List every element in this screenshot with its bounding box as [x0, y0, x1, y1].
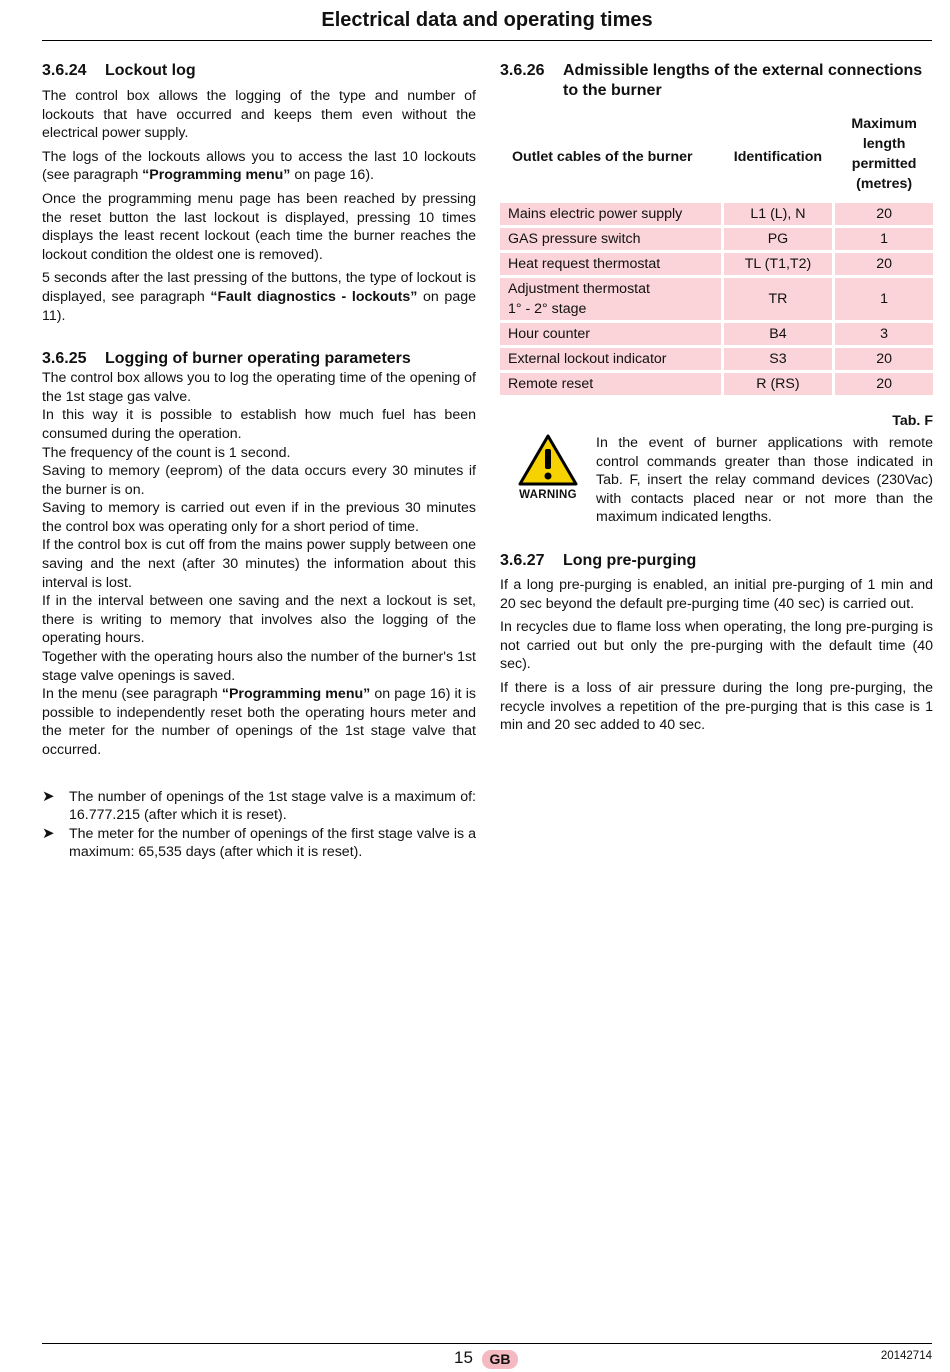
table-row	[500, 348, 933, 370]
section-3625-heading	[42, 349, 476, 369]
arrow-bullet-icon: ➤	[42, 787, 55, 805]
cross-reference: “Programming menu”	[142, 167, 291, 184]
table-cell: Hour counter	[500, 323, 721, 345]
table-row	[500, 278, 933, 320]
warning-symbol	[500, 434, 596, 527]
table-cell: Adjustment thermostat 1° - 2° stage	[500, 278, 721, 320]
section-3624-heading	[42, 61, 476, 81]
table-cell: S3	[724, 348, 833, 370]
logging-line-9	[42, 685, 476, 759]
table-cell: 20	[835, 253, 933, 275]
warning-triangle-icon	[518, 434, 578, 486]
table-cell: 20	[835, 373, 933, 395]
column-header: Maximum length permitted (metres)	[851, 116, 917, 192]
lockout-log-paragraph-1: The control box allows the logging of the type and number of lockouts that have occurred and keeps them even without the electrical power supply.	[42, 88, 476, 142]
connection-lengths-table	[497, 111, 936, 398]
table-cell: Remote reset	[500, 373, 721, 395]
section-number: 3.6.26	[500, 62, 545, 79]
table-cell: TR	[724, 278, 833, 320]
section-title: Logging of burner operating parameters	[105, 350, 411, 368]
section-number: 3.6.24	[42, 62, 87, 79]
logging-line-3: The frequency of the count is 1 second.	[42, 444, 291, 461]
table-row	[500, 253, 933, 275]
logging-line-4: Saving to memory (eeprom) of the data occurs every 30 minutes if the burner is on.	[42, 463, 476, 498]
table-cell: 3	[835, 323, 933, 345]
page-title: Electrical data and operating times	[321, 9, 653, 31]
table-row	[500, 203, 933, 225]
section-3626-heading	[500, 61, 933, 101]
left-column	[42, 61, 476, 862]
text: on page 11).	[42, 288, 476, 324]
pre-purging-paragraph-3: If there is a loss of air pressure during the long pre-purging, the recycle involves a repetition of the pre-purging that is this case is 1 min and 20 sec added to 40 sec.	[500, 679, 933, 734]
table-row	[500, 323, 933, 345]
table-cell: 1	[835, 228, 933, 250]
column-header: Outlet cables of the burner	[512, 149, 693, 165]
header-rule	[42, 40, 932, 41]
table-cell: PG	[724, 228, 833, 250]
warning-label: WARNING	[519, 489, 577, 501]
logging-line-2: In this way it is possible to establish how much fuel has been consumed during the operation.	[42, 407, 476, 442]
lockout-log-paragraph-2	[42, 148, 476, 185]
language-badge: GB	[482, 1350, 518, 1369]
section-number: 3.6.25	[42, 350, 87, 368]
table-cell: TL (T1,T2)	[724, 253, 833, 275]
page-number: 15	[454, 1348, 473, 1367]
text: The logs of the lockouts allows you to access the last 10 lockouts (see paragraph	[42, 148, 476, 184]
pre-purging-paragraph-1: If a long pre-purging is enabled, an initial pre-purging of 1 min and 20 sec beyond the default pre-purging time (40 sec) is carried out.	[500, 576, 933, 612]
logging-line-6: If the control box is cut off from the mains power supply between one saving and the next (after 30 minutes) the information about this interval is lost.	[42, 537, 476, 591]
section-title: Admissible lengths of the external connections to the burner	[563, 62, 923, 99]
cross-reference: “Fault diagnostics - lockouts”	[210, 288, 418, 305]
lockout-log-paragraph-3: Once the programming menu page has been reached by pressing the reset button the last lockout is displayed, pressing 10 times displays the least recent lockout (each time the burner reaches the lockout condition the oldest one is removed).	[42, 190, 476, 263]
section-number: 3.6.27	[500, 551, 545, 569]
table-cell: L1 (L), N	[724, 203, 833, 225]
text: 5 seconds after the last pressing of the buttons, the type of lockout is displayed, see paragraph	[42, 270, 476, 305]
logging-line-8: Together with the operating hours also the number of the burner's 1st stage valve openings is saved.	[42, 649, 476, 684]
text: on page 16) it is possible to independently reset both the operating hours meter and the meter for the number of openings of the 1st stage valve that occurred.	[42, 686, 476, 758]
table-row	[500, 373, 933, 395]
bullet-text: The meter for the number of openings of the first stage valve is a maximum: 65,535 days (after which it is reset).	[69, 825, 476, 861]
table-cell: 1	[835, 278, 933, 320]
document-code: 20142714	[880, 1350, 932, 1362]
warning-text: In the event of burner applications with remote control commands greater than those indicated in Tab. F, insert the relay command devices (230Vac) with contacts placed near or not more than the maximum indicated lengths.	[596, 435, 933, 526]
text: In the menu (see paragraph	[42, 686, 222, 703]
list-item	[42, 788, 476, 825]
warning-block	[500, 434, 933, 527]
bullet-text: The number of openings of the 1st stage valve is a maximum of: 16.777.215 (after which it is reset).	[69, 788, 476, 824]
bullet-list	[42, 788, 476, 862]
table-cell: B4	[724, 323, 833, 345]
column-header: Identification	[733, 149, 823, 165]
table-cell: External lockout indicator	[500, 348, 721, 370]
table-cell: 20	[835, 203, 933, 225]
list-item	[42, 825, 476, 862]
table-cell: Mains electric power supply	[500, 203, 721, 225]
table-caption: Tab. F	[892, 413, 933, 429]
pre-purging-paragraph-2: In recycles due to flame loss when operating, the long pre-purging is not carried out but only the pre-purging with the default time (40 sec).	[500, 619, 933, 673]
text: on page 16).	[290, 167, 374, 184]
section-3627-heading	[500, 551, 933, 571]
table-cell: Heat request thermostat	[500, 253, 721, 275]
right-column	[500, 61, 933, 735]
lockout-log-paragraph-4	[42, 269, 476, 325]
section-title: Long pre-purging	[563, 551, 697, 569]
logging-line-5: Saving to memory is carried out even if in the previous 30 minutes the control box was operating only for a short period of time.	[42, 500, 476, 535]
table-cell: R (RS)	[724, 373, 833, 395]
logging-line-7: If in the interval between one saving and the next a lockout is set, there is writing to memory that involves also the logging of the operating hours.	[42, 593, 476, 647]
table-cell: GAS pressure switch	[500, 228, 721, 250]
logging-line-1: The control box allows you to log the operating time of the opening of the 1st stage gas valve.	[42, 370, 476, 405]
table-row	[500, 228, 933, 250]
table-header-row	[500, 114, 933, 200]
section-title: Lockout log	[105, 62, 196, 79]
cross-reference: “Programming menu”	[221, 686, 371, 703]
footer-rule	[42, 1343, 932, 1344]
arrow-bullet-icon: ➤	[42, 824, 55, 842]
table-cell: 20	[835, 348, 933, 370]
